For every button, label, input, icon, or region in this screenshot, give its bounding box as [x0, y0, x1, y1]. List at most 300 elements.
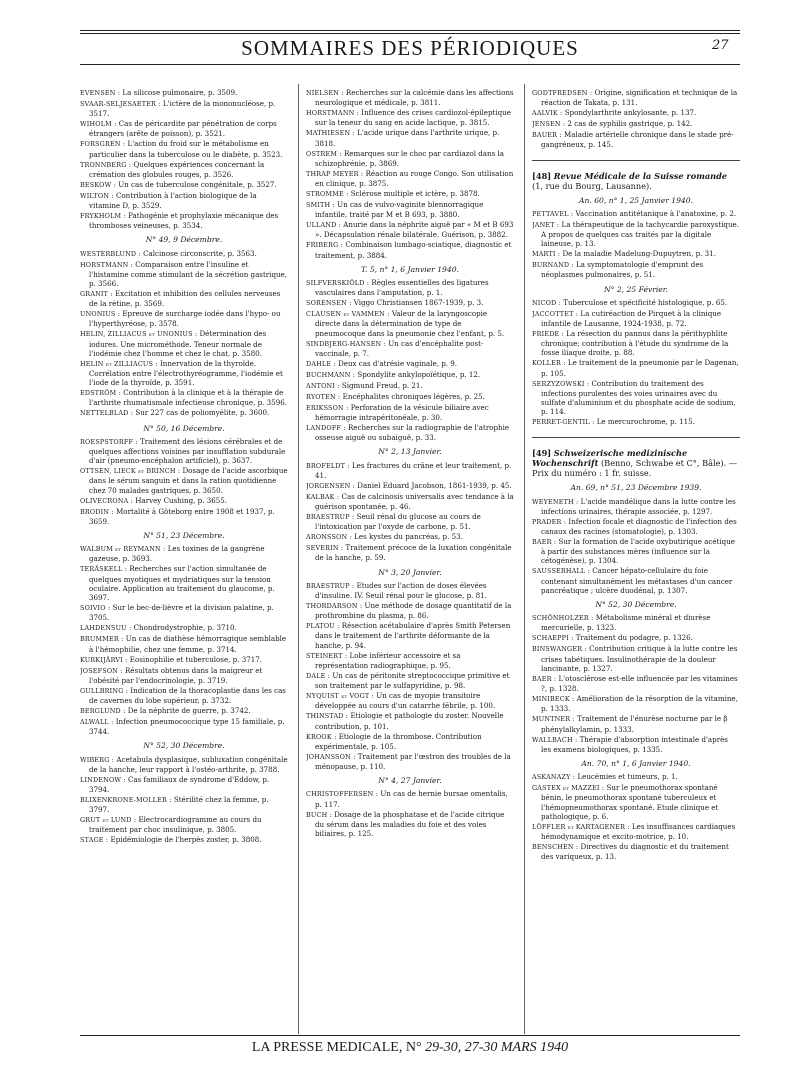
article-title: L'otosclérose est-elle influencée par les vitamines ?, p. 1328.	[541, 673, 738, 694]
article-author: PETTAVEL :	[532, 209, 574, 218]
issue-heading: N° 4, 27 Janvier.	[378, 776, 442, 786]
journal-title: Revue Médicale de la Suisse romande	[553, 170, 728, 181]
article-entry	[80, 603, 288, 622]
article-title: Cancer hépato-cellulaire du foie contenant simultanément les métastases d'un cancer pancréatique ; ulcère duodénal, p. 1307.	[541, 566, 733, 595]
article-title: Infection focale et diagnostic de l'infection des canaux des racines (stomatologie), p. 1303.	[541, 516, 737, 537]
article-title: Spondylarthrite ankylosante, p. 137.	[564, 108, 697, 118]
article-entry	[532, 497, 740, 516]
article-title: Les fractures du crâne et leur traitement, p. 41.	[315, 460, 512, 480]
article-title: La silicose pulmonaire, p. 3509.	[122, 88, 238, 97]
article-entry	[306, 128, 514, 147]
footer-issue-numbers: 29-30,	[425, 1040, 462, 1055]
article-author: ARONSSON :	[306, 533, 352, 542]
article-author: ASKANAZY :	[532, 773, 576, 782]
article-entry	[306, 492, 514, 511]
article-author: CLAUSEN et VAMMEN :	[306, 310, 390, 319]
article-author: SERZYZOWSKI :	[532, 379, 590, 388]
article-title: Anurie dans la néphrite aiguë par « M et B 693 ». Décapsulation rénale bilatérale. Guérison, p. 3882.	[315, 220, 514, 240]
article-author: DALE :	[306, 671, 331, 680]
article-title: Cas de calcinosis universalis avec tendance à la guérison spontanée, p. 46.	[315, 491, 514, 512]
article-entry	[80, 119, 288, 138]
article-author: BAUER :	[532, 131, 562, 140]
article-entry	[306, 532, 514, 542]
article-entry	[80, 329, 288, 358]
article-title: Valeur de la laryngoscopie directe dans la détermination de type de pneumocoque dans la pneumonie chez l'enfant, p. 5.	[315, 309, 505, 338]
article-author: PERRET-GENTIL :	[532, 418, 595, 427]
article-title: Un cas de vulvo-vaginite blennorragique infantile, traité par M et B 693, p. 3880.	[315, 200, 484, 220]
article-entry	[80, 815, 288, 834]
footer-rule	[80, 1035, 740, 1036]
article-title: Dosage de la phosphatase et de l'acide citrique du sérum dans les maladies du foie et des voies biliaires, p. 125.	[315, 809, 505, 838]
article-entry	[80, 211, 288, 230]
article-title: Origine, signification et technique de la réaction de Takata, p. 131.	[541, 88, 738, 108]
article-author: SCHÖNHOLZER :	[532, 614, 594, 623]
article-title: Epreuve de surcharge iodée dans l'hypo- ou l'hyperthyréose, p. 3578.	[89, 309, 281, 329]
article-author: OTTSEN, LIECK et BRINCH :	[80, 467, 181, 476]
article-author: HORSTMANN :	[306, 109, 359, 118]
article-title: 2 cas de syphilis gastrique, p. 142.	[567, 119, 693, 129]
article-title: Le traitement de la pneumonie par le Dagenan, p. 105.	[541, 358, 739, 378]
article-entry	[532, 517, 740, 536]
article-author: BLIXENKRONE-MOLLER :	[80, 795, 172, 804]
article-entry	[306, 403, 514, 422]
article-entry	[80, 634, 288, 653]
article-title: L'acide urique dans l'arthrite urique, p. 3818.	[315, 128, 500, 148]
article-author: MUNTNER :	[532, 715, 575, 724]
article-title: Indication de la thoracoplastie dans les cas de cavernes du lobe supérieur, p. 3732.	[89, 685, 286, 705]
article-title: Recherches sur la calcémie dans les affections neurologique et médicale, p. 3811.	[315, 88, 514, 108]
article-entry	[532, 644, 740, 673]
article-author: ALWALL :	[80, 717, 114, 726]
article-author: ROESPSTORFF :	[80, 437, 138, 446]
article-author: FRIBERG :	[306, 241, 344, 250]
article-entry	[80, 655, 288, 665]
article-author: BERGLUND :	[80, 706, 126, 715]
article-entry	[80, 564, 288, 602]
article-author: BRUMMER :	[80, 635, 124, 644]
article-entry	[532, 783, 740, 821]
article-entry	[306, 789, 514, 808]
article-title: Sclérose multiple et ictère, p. 3878.	[350, 189, 480, 199]
journal-number: [48]	[532, 170, 552, 181]
article-author: BUCH :	[306, 810, 332, 819]
article-entry	[306, 752, 514, 771]
article-title: Stérilité chez la femme, p. 3797.	[89, 794, 269, 815]
article-entry	[306, 810, 514, 839]
page-number: 27	[712, 38, 729, 53]
article-author: JOHANSSON :	[306, 752, 356, 761]
article-entry	[532, 249, 740, 259]
article-title: Un cas d'encéphalite post-vaccinale, p. 7.	[315, 338, 484, 358]
article-title: Influence des crises cardiozol-épileptique sur la teneur du sang en acide lactique, p. 3815.	[315, 108, 511, 128]
issue-heading: N° 2, 25 Février.	[604, 284, 668, 294]
article-entry	[532, 633, 740, 643]
article-title: Contribution critique à la lutte contre les crises tabétiques. Insulinothérapie de la douleur lancinante, p. 1327.	[541, 644, 738, 673]
column-divider-2	[524, 84, 525, 1034]
column-divider-1	[298, 84, 299, 1034]
article-entry	[532, 842, 740, 861]
article-title: Sur le pneumothorax spontané bénin, le pneumothorax spontané tuberculeux et l'hémopneumothorax spontané. Etude clinique et pathologique, p. 6.	[541, 783, 719, 821]
article-author: KALBAK :	[306, 492, 340, 501]
article-author: FRYKHOLM :	[80, 212, 126, 221]
article-entry	[306, 108, 514, 127]
article-author: HELIN, ZILLIACUS et UNONIUS :	[80, 330, 198, 339]
article-author: STAGE :	[80, 836, 109, 845]
issue-heading: An. 70, n° 1, 6 Janvier 1940.	[581, 758, 691, 768]
article-title: Les kystes du pancréas, p. 53.	[354, 532, 463, 542]
article-entry	[532, 88, 740, 107]
article-entry	[80, 160, 288, 179]
article-author: TERÄSKELL :	[80, 565, 128, 574]
issue-heading: N° 51, 23 Décembre.	[143, 531, 225, 541]
article-title: Détermination des iodures. Une microméthode. Teneur normale de l'iodémie chez l'homme et chez le chat, p. 3580.	[89, 329, 267, 358]
journal-48-list	[532, 196, 740, 428]
article-entry	[306, 200, 514, 219]
article-entry	[306, 88, 514, 107]
article-entry	[306, 240, 514, 259]
article-author: SOIVIO :	[80, 604, 111, 613]
article-author: KROOK :	[306, 732, 337, 741]
article-title: Combinaison lumbago-sciatique, diagnostic et traitement, p. 3884.	[315, 240, 512, 260]
article-author: WALBUM et REYMANN :	[80, 545, 166, 554]
article-author: NIELSEN :	[306, 89, 344, 97]
article-title: Maladie artérielle chronique dans le stade pré-gangréneux, p. 145.	[541, 130, 734, 150]
column-3	[532, 88, 740, 862]
article-entry	[306, 732, 514, 751]
article-title: Résection acétabulaire d'après Smith Petersen dans le traitement de l'arthrite déformante de la hanche, p. 94.	[315, 621, 511, 650]
article-author: MARTI :	[532, 250, 561, 259]
article-title: Eosinophilie et tuberculose, p. 3717.	[129, 654, 263, 664]
article-entry	[80, 666, 288, 685]
article-author: THRAP MEYER :	[306, 169, 364, 178]
article-author: SINDBJERG-HANSEN :	[306, 339, 386, 348]
article-title: La thérapeutique de la tachycardie paroxystique. A propos de quelques cas traités par la digitale laineuse, p. 13.	[541, 219, 739, 249]
article-entry	[80, 686, 288, 705]
article-entry	[80, 191, 288, 210]
article-entry	[532, 537, 740, 566]
article-title: Chondrodystrophie, p. 3710.	[133, 623, 237, 633]
article-author: BAER :	[532, 674, 557, 683]
article-author: WILTON :	[80, 191, 114, 200]
top-rule	[80, 30, 740, 31]
article-entry	[306, 621, 514, 650]
article-author: LINDENOW :	[80, 775, 126, 784]
article-entry	[306, 169, 514, 188]
article-title: Traitement de l'énurèse nocturne par le β phénylalkylamin, p. 1333.	[541, 714, 728, 734]
article-entry	[80, 717, 288, 736]
article-entry	[80, 139, 288, 158]
article-title: Sur 227 cas de poliomyélite, p. 3600.	[135, 408, 270, 418]
article-author: GRUT et LUND :	[80, 816, 137, 825]
article-title: Métabolisme minéral et diurèse mercurielle, p. 1323.	[541, 613, 711, 633]
article-title: Pathogénie et prophylaxie mécanique des thromboses veineuses, p. 3534.	[89, 211, 279, 231]
article-author: TRONNBERG :	[80, 160, 132, 169]
article-title: Etiologie et pathologie du zoster. Nouvelle contribution, p. 101.	[315, 711, 504, 731]
top-rule-inner	[80, 33, 740, 34]
article-author: BROFELDT :	[306, 461, 350, 470]
article-entry	[80, 260, 288, 289]
article-entry	[306, 543, 514, 562]
article-author: WIBERG :	[80, 755, 115, 764]
section-divider	[532, 437, 740, 438]
article-title: Cas de péricardite par pénétration de corps étrangers (arête de poisson), p. 3521.	[89, 119, 277, 139]
article-title: Résultats obtenus dans la maigreur et l'obésité par l'endocrinologie, p. 3719.	[89, 665, 263, 685]
article-title: Contribution du traitement des infections purulentes des voies urinaires avec du sulfate d'aluminium et du phosphate acide de sodium, p. 114.	[541, 378, 736, 417]
article-title: Harvey Cushing, p. 3655.	[135, 495, 228, 505]
article-title: L'acide mandélique dans la lutte contre les infections urinaires, thérapie associée, p. 1297.	[541, 496, 736, 516]
article-author: LANDOFF :	[306, 424, 346, 433]
article-title: Contribution à la clinique et à la thérapie de l'arthrite rhumatismale infectieuse chronique, p. 3596.	[89, 388, 287, 408]
article-entry	[532, 566, 740, 595]
article-author: KURKIJÄRVI :	[80, 655, 128, 664]
article-title: Sur le bec-de-lièvre et la division palatine, p. 3705.	[89, 603, 274, 623]
article-entry	[532, 260, 740, 279]
article-title: Encéphalites chroniques légères, p. 25.	[342, 391, 485, 401]
article-entry	[306, 298, 514, 308]
article-entry	[532, 613, 740, 632]
article-author: SEVERIN :	[306, 544, 344, 553]
article-entry	[306, 481, 514, 491]
article-title: Directives du diagnostic et du traitement des variqueux, p. 13.	[541, 841, 729, 862]
article-title: Leucémies et tumeurs, p. 1.	[577, 772, 678, 782]
article-title: Dosage de l'acide ascorbique dans le sérum sanguin et dans la ration quotidienne chez 70 malades gastriques, p. 3650.	[89, 466, 288, 495]
article-author: SILFVERSKIÖLD :	[306, 279, 370, 288]
journal-subtitle: (Benno, Schwabe et C°, Bâle). — Prix du numéro : 1 fr. suisse.	[532, 458, 738, 479]
article-title: Innervation de la thyroïde. Corrélation entre l'électrothyréogramme, l'iodémie et l'iode de la thyroïde, p. 3591.	[89, 358, 283, 388]
article-entry	[306, 149, 514, 168]
article-author: BRAESTRUP :	[306, 581, 355, 590]
article-author: THINSTAD :	[306, 712, 349, 721]
article-entry	[306, 711, 514, 730]
article-author: OLIVECRONA :	[80, 496, 134, 505]
journal-heading-48	[532, 171, 740, 191]
issue-heading: An. 60, n° 1, 25 Janvier 1940.	[579, 195, 693, 205]
article-author: PLATOU :	[306, 622, 340, 631]
article-title: Un cas de hernie bursae omentalis, p. 117.	[315, 789, 508, 809]
article-title: L'action du froid sur le métabolisme en particulier dans la tuberculose ou le diabète, p. 3523.	[89, 139, 283, 159]
article-author: FORSGREN :	[80, 140, 126, 149]
article-title: Le mercurochrome, p. 115.	[596, 417, 695, 427]
article-entry	[532, 209, 740, 219]
article-author: MINIBECK :	[532, 695, 575, 704]
article-title: De la néphrite de guerre, p. 3742.	[127, 705, 251, 715]
header-rule	[80, 64, 740, 65]
article-author: SMITH :	[306, 201, 335, 210]
article-title: Traitement par l'œstron des troubles de la ménopause, p. 110.	[315, 751, 511, 771]
column-3-continued-list	[532, 88, 740, 150]
footer-publication: LA PRESSE MEDICALE, N°	[251, 1040, 422, 1055]
article-author: ERIKSSON :	[306, 403, 349, 412]
column-1	[80, 88, 288, 846]
article-author: LAHDENSUU :	[80, 624, 132, 633]
article-author: WEYENETH :	[532, 497, 579, 506]
article-author: OSTREM :	[306, 149, 342, 158]
article-title: La résection du pannus dans la périthyphlite chronique; contribution à l'étude du syndrome de la fosse iliaque droite, p. 88.	[541, 329, 729, 358]
article-author: ULLAND :	[306, 221, 341, 230]
article-entry	[532, 735, 740, 754]
article-title: Vaccination antitétanique à l'anatoxine, p. 2.	[575, 208, 737, 218]
article-author: ANTONI :	[306, 381, 340, 390]
article-author: HORSTMANN :	[80, 260, 133, 269]
article-title: Les toxines de la gangrène gazeuse, p. 3693.	[89, 544, 265, 564]
article-author: STEINERT :	[306, 651, 348, 660]
article-entry	[532, 379, 740, 417]
article-title: Etudes sur l'action de doses élevées d'insuline. IV. Seuil rénal pour le glucose, p. 81.	[315, 580, 487, 601]
article-entry	[532, 694, 740, 713]
article-author: LÖFFLER et KARTAGENER :	[532, 822, 630, 831]
article-author: JENSEN :	[532, 120, 566, 129]
article-author: RYOTEN :	[306, 392, 341, 401]
article-entry	[306, 339, 514, 358]
article-entry	[532, 417, 740, 427]
article-entry	[306, 651, 514, 670]
issue-heading: N° 52, 30 Décembre.	[595, 600, 677, 610]
article-entry	[306, 381, 514, 391]
article-title: Un cas de tuberculose congénitale, p. 3527.	[118, 179, 277, 189]
article-author: BINSWANGER :	[532, 645, 587, 654]
article-author: THORDARSON :	[306, 602, 363, 611]
article-author: WALLBACH :	[532, 735, 578, 744]
article-title: Daniel Eduard Jacobson, 1861-1939, p. 45.	[357, 480, 512, 490]
article-entry	[306, 512, 514, 531]
article-author: GRANIT :	[80, 290, 113, 299]
article-entry	[532, 674, 740, 693]
journal-subtitle: (1, rue du Bourg, Lausanne).	[532, 180, 652, 191]
article-author: HELIN et ZILLIACUS :	[80, 359, 158, 368]
article-title: Amélioration de la résorption de la vitamine, p. 1333.	[541, 694, 738, 714]
article-title: Epidémiologie de l'herpès zoster, p. 3808.	[110, 835, 262, 845]
article-author: MATHIESEN :	[306, 129, 355, 138]
article-entry	[306, 359, 514, 369]
article-author: JANET :	[532, 220, 560, 229]
article-entry	[80, 544, 288, 563]
article-entry	[532, 358, 740, 377]
article-title: Acetabula dysplasique, subluxation congénitale de la hanche, leur rapport à l'ostéo-arthrite, p. 3788.	[89, 754, 288, 774]
article-entry	[80, 180, 288, 190]
article-author: UNONIUS :	[80, 310, 121, 319]
article-author: BESKOW :	[80, 180, 116, 189]
footer-date: 27-30 MARS 1940	[464, 1040, 569, 1055]
article-title: Viggo Christiansen 1867-1939, p. 3.	[353, 298, 484, 308]
article-author: GODTFREDSEN :	[532, 89, 593, 97]
article-title: Règles essentielles des ligatures vasculaires dans l'amputation, p. 1.	[315, 278, 489, 298]
article-entry	[306, 691, 514, 710]
article-title: Seuil rénal du glucose au cours de l'intoxication par l'oxyde de carbone, p. 51.	[315, 512, 481, 532]
article-title: Deux cas d'atrésie vaginale, p. 9.	[338, 358, 458, 368]
article-entry	[80, 437, 288, 466]
article-entry	[306, 461, 514, 480]
issue-heading: N° 52, 30 Décembre.	[143, 741, 225, 751]
issue-heading: An. 69, n° 51, 23 Décembre 1939.	[570, 483, 702, 493]
article-author: NICOD :	[532, 298, 561, 307]
article-entry	[80, 507, 288, 526]
article-entry	[306, 671, 514, 690]
article-entry	[306, 189, 514, 199]
article-entry	[80, 309, 288, 328]
article-title: Thérapie d'absorption intestinale d'après les examens biologiques, p. 1335.	[541, 734, 728, 754]
article-title: Tuberculose et spécificité histologique, p. 65.	[563, 297, 728, 307]
article-title: Sigmund Freud, p. 21.	[341, 380, 423, 390]
article-title: Traitement des lésions cérébrales et de quelques affections voisines par insufflation subdurale d'air (pneumo-encéphalon artificiel), p. 3637.	[89, 436, 286, 466]
article-entry	[532, 309, 740, 328]
article-author: EDSTRÖM :	[80, 389, 122, 398]
article-title: L'ictère de la mononucléose, p. 3517.	[89, 99, 276, 119]
article-title: Recherches sur la radiographie de l'atrophie osseuse aiguë ou subaiguë, p. 33.	[315, 423, 510, 443]
article-title: Sur la formation de l'acide oxybutirique acétique à partir des substances mères (influence sur la cétogénèse), p. 1304.	[541, 537, 735, 566]
article-author: BURNAND :	[532, 261, 574, 270]
article-entry	[80, 755, 288, 774]
article-entry	[532, 822, 740, 841]
article-title: Les insuffisances cardiaques hémodynamique et excito-motrice, p. 10.	[541, 821, 736, 841]
article-title: Cas familiaux de syndrome d'Eddow, p. 3794.	[89, 774, 270, 794]
article-author: FRIEDE :	[532, 330, 565, 339]
article-author: GULLBRING :	[80, 686, 129, 695]
article-title: Infection pneumococcique type 15 familiale, p. 3744.	[89, 716, 285, 737]
article-author: BUCHMANN :	[306, 370, 356, 379]
article-author: JOSEFSON :	[80, 666, 123, 675]
article-author: GASTEX et MAZZEI :	[532, 784, 605, 793]
column-2	[306, 88, 514, 839]
article-entry	[306, 601, 514, 620]
article-entry	[80, 835, 288, 845]
article-entry	[80, 88, 288, 98]
article-entry	[532, 298, 740, 308]
article-entry	[532, 772, 740, 782]
article-entry	[306, 581, 514, 600]
article-entry	[80, 775, 288, 794]
article-author: BAER :	[532, 538, 557, 547]
article-entry	[532, 130, 740, 149]
article-entry	[306, 278, 514, 297]
article-author: SCHAEPPI :	[532, 634, 574, 643]
article-entry	[80, 289, 288, 308]
article-title: Comparaison entre l'insuline et l'histamine comme stimulant de la sécrétion gastrique, p. 3566.	[89, 259, 288, 289]
section-divider	[532, 160, 740, 161]
issue-heading: N° 3, 20 Janvier.	[378, 567, 442, 577]
footer	[80, 1040, 740, 1056]
issue-heading: N° 49, 9 Décembre.	[145, 235, 223, 245]
article-title: Excitation et inhibition des cellules nerveuses de la rétine, p. 3569.	[89, 289, 281, 309]
article-author: WESTERBLUND :	[80, 249, 141, 258]
article-author: STROMME :	[306, 190, 349, 199]
issue-heading: N° 2, 13 Janvier.	[378, 447, 442, 457]
article-entry	[80, 706, 288, 716]
journal-number: [49]	[532, 448, 552, 459]
article-author: NYQUIST et VOGT :	[306, 692, 374, 701]
article-entry	[80, 496, 288, 506]
article-author: WIHOLM :	[80, 120, 117, 129]
article-title: Electrocardiogramme au cours du traitement par choc insulinique, p. 3805.	[89, 815, 262, 835]
article-title: La cutiréaction de Pirquet à la clinique infantile de Lausanne, 1924-1938, p. 72.	[541, 308, 722, 329]
article-title: Un cas de diathèse hémorragique semblable à l'hémophilie, chez une femme, p. 3714.	[89, 634, 287, 654]
article-author: EVENSEN :	[80, 89, 121, 97]
article-entry	[306, 392, 514, 402]
article-title: Une méthode de dosage quantitatif de la prothrombine du plasma, p. 86.	[315, 601, 512, 621]
article-title: Quelques expériences concernant la crémation des globules rouges, p. 3526.	[89, 159, 265, 179]
article-author: JORGENSEN :	[306, 481, 355, 490]
article-entry	[306, 220, 514, 239]
article-author: SAUSSERHALL :	[532, 567, 590, 576]
article-entry	[80, 408, 288, 418]
article-entry	[80, 466, 288, 495]
article-title: Perforation de la vésicule biliaire avec hémorragie intrapéritonéale, p. 30.	[315, 402, 489, 423]
article-title: La symptomatologie d'emprunt des néoplasmes pulmonaires, p. 51.	[541, 260, 704, 280]
article-author: BRODIN :	[80, 507, 114, 516]
article-title: Spondylite ankylopoïétique, p. 12.	[357, 369, 481, 379]
article-entry	[306, 309, 514, 338]
article-author: BENSCHEN :	[532, 842, 579, 851]
article-entry	[532, 329, 740, 358]
